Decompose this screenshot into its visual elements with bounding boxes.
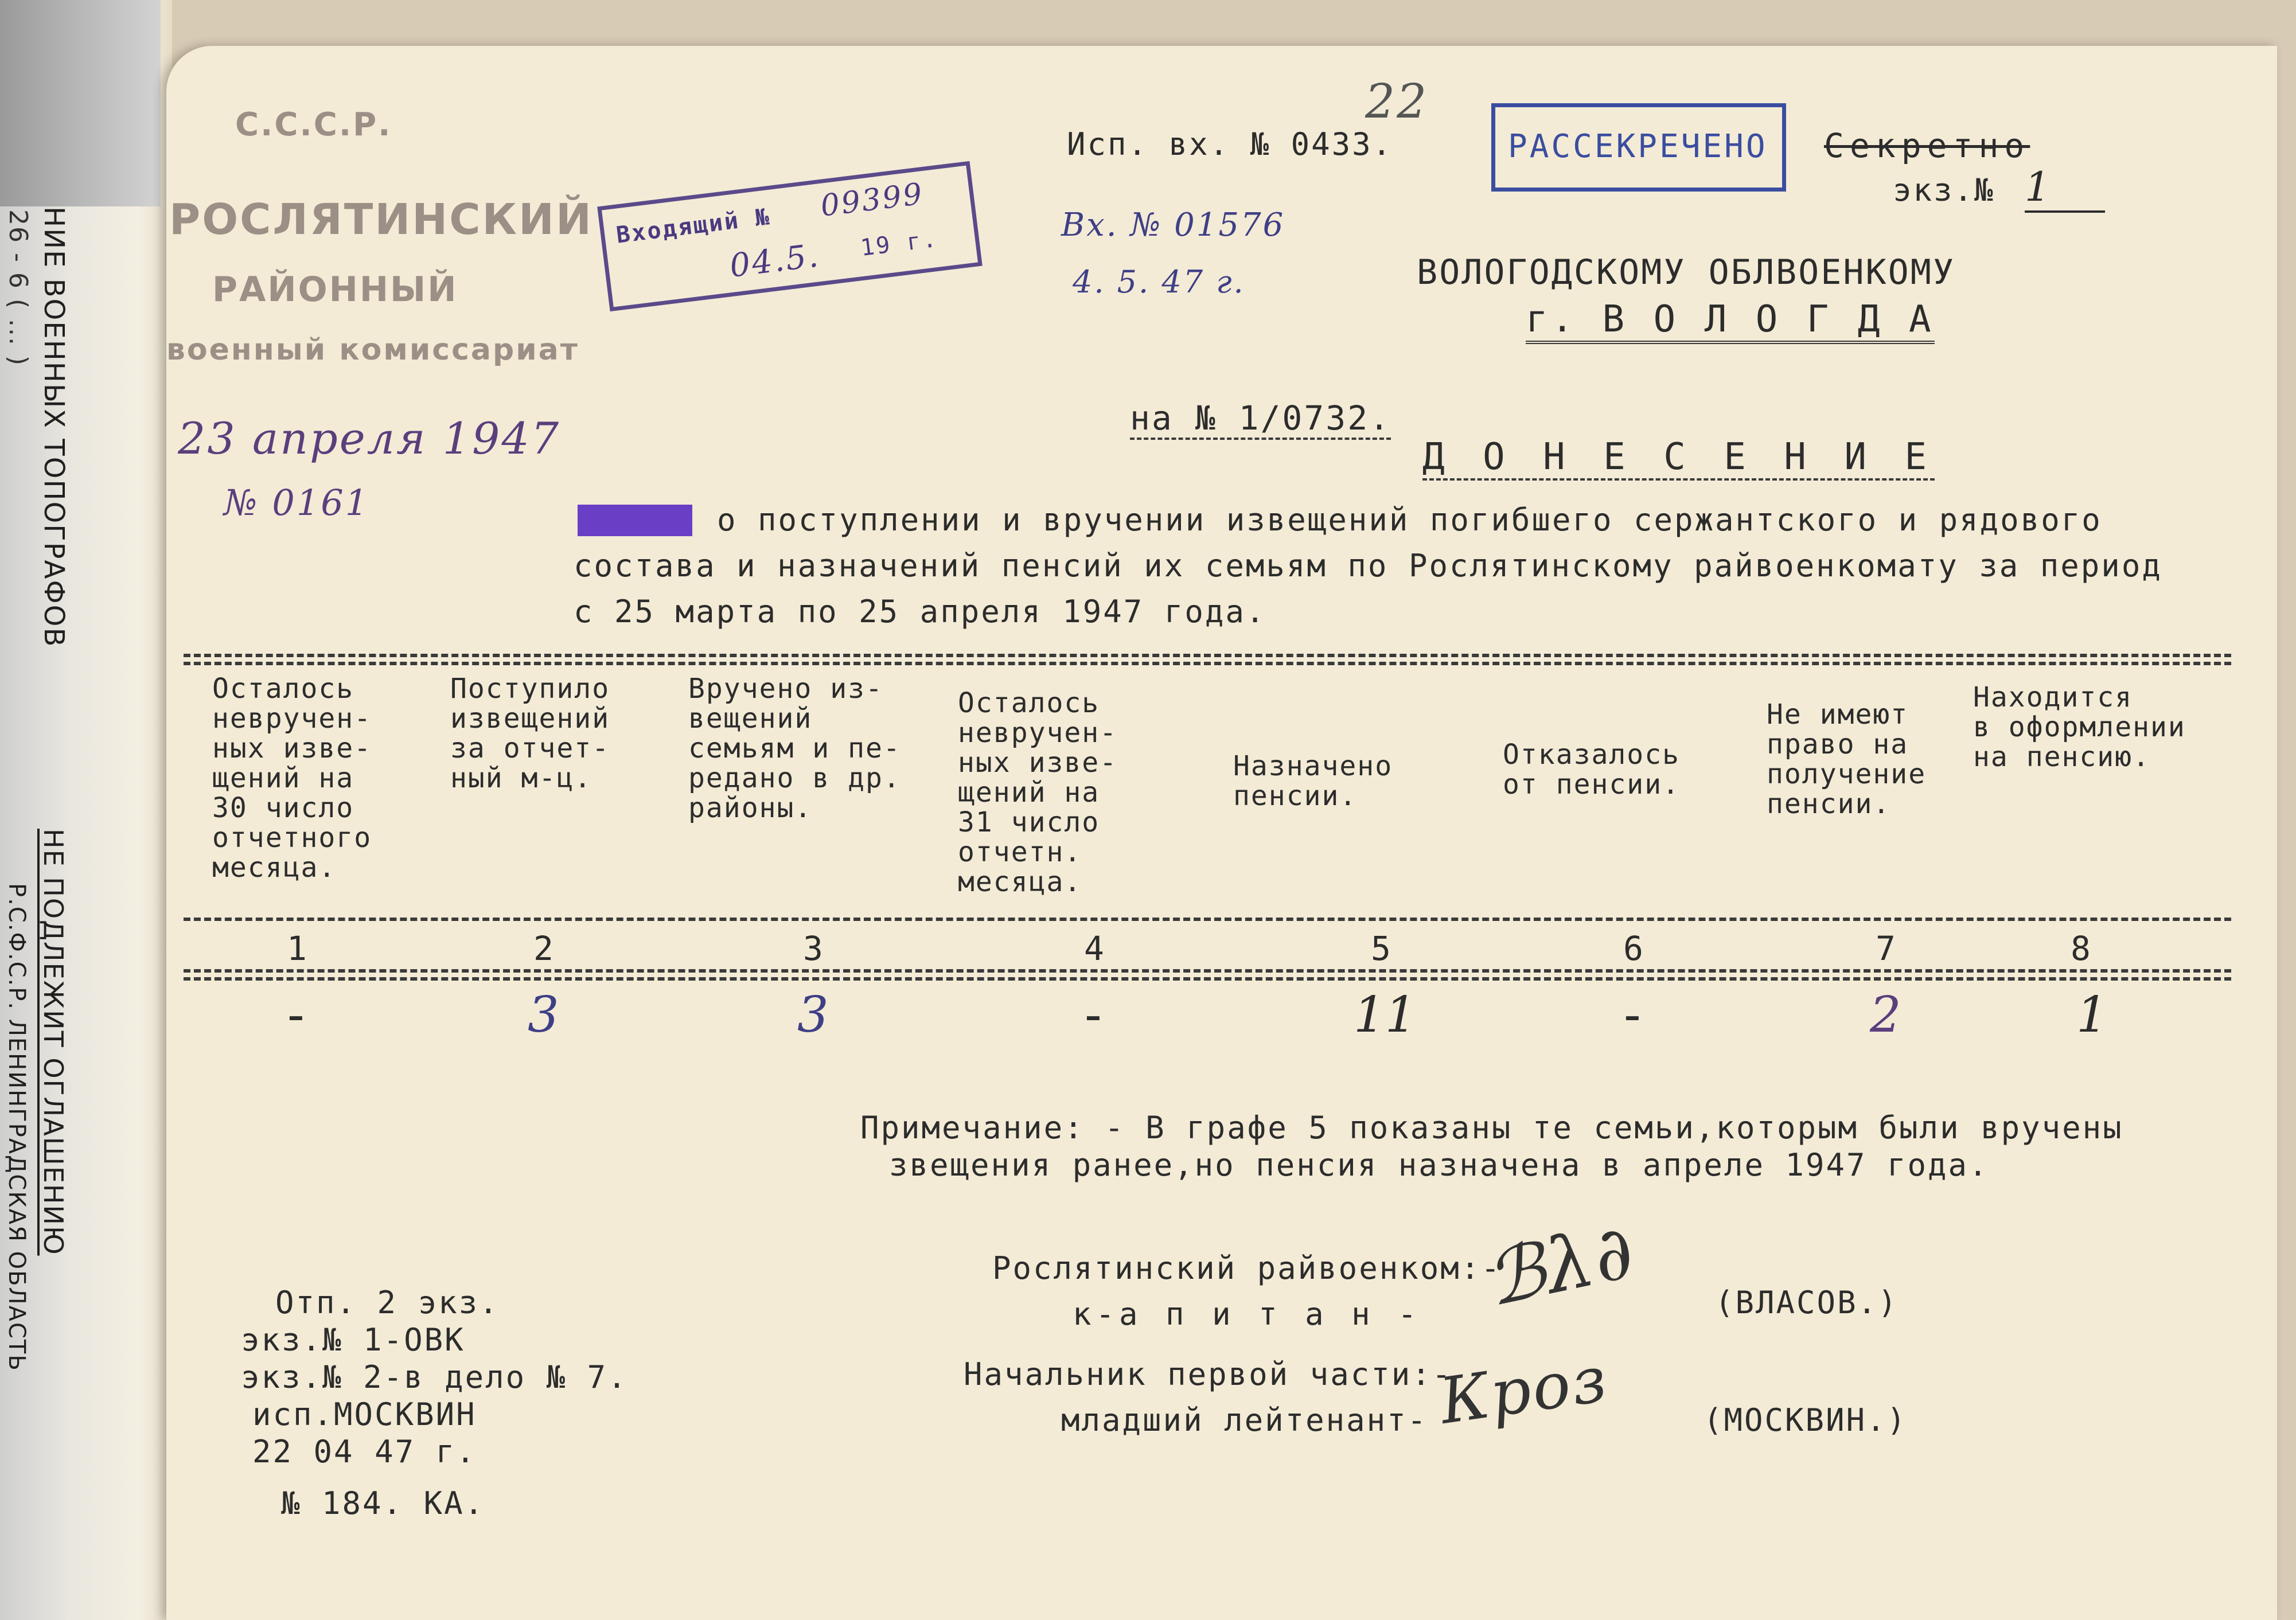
signature-rank-1: к-а п и т а н - bbox=[1073, 1296, 1421, 1332]
addressee-line-2: г. В О Л О Г Д А bbox=[1526, 298, 1935, 344]
value-col-7: 2 bbox=[1870, 986, 1901, 1044]
reference-number: на № 1/0732. bbox=[1130, 399, 1391, 440]
stamp-office-number: № 0161 bbox=[224, 482, 370, 524]
table-header-4: Осталось невручен- ных изве- щений на 31 число отчетн. месяца. bbox=[958, 687, 1118, 898]
col-number-2: 2 bbox=[533, 929, 553, 968]
table-header-3: Вручено из- вещений семьям и пе- редано в др. районы. bbox=[688, 673, 901, 824]
binding-grey-band bbox=[0, 0, 161, 206]
stamp-office-name: РОСЛЯТИНСКИЙ bbox=[169, 195, 593, 244]
addressee-line-1: ВОЛОГОДСКОМУ ОБЛВОЕНКОМУ bbox=[1417, 252, 1955, 292]
value-col-4: - bbox=[1078, 986, 1108, 1044]
stamp-office-country: С.С.С.Р. bbox=[235, 106, 392, 143]
value-col-1: - bbox=[281, 986, 311, 1044]
table-bottom-rule bbox=[184, 969, 2231, 981]
document-page bbox=[166, 46, 2277, 1620]
incoming-stamp bbox=[597, 161, 983, 311]
table-header-7: Не имеют право на получение пенсии. bbox=[1767, 698, 1927, 820]
col-number-4: 4 bbox=[1084, 929, 1104, 968]
table-header-8: Находится в оформлении на пенсию. bbox=[1973, 681, 2186, 773]
copy-label: экз.№ bbox=[1893, 172, 1995, 208]
intro-line-1: о поступлении и вручении извещений погибшего сержантского и рядового bbox=[717, 502, 2102, 538]
value-col-3: 3 bbox=[797, 986, 829, 1044]
intro-line-3: с 25 марта по 25 апреля 1947 года. bbox=[574, 594, 1266, 630]
table-header-1: Осталось невручен- ных изве- щений на 30 число отчетного месяца. bbox=[212, 673, 372, 884]
table-header-6: Отказалось от пенсии. bbox=[1503, 739, 1680, 801]
table-mid-rule bbox=[184, 918, 2231, 921]
note-line-2: звещения ранее,но пенсия назначена в апреле 1947 года. bbox=[889, 1147, 1989, 1183]
incoming-handwritten-number: Вх. № 01576 bbox=[1061, 206, 1285, 244]
copy-number: 1 bbox=[2025, 163, 2105, 213]
declassified-label: РАССЕКРЕЧЕНО bbox=[1508, 128, 1768, 165]
footer-line-1: Отп. 2 экз. bbox=[275, 1285, 500, 1321]
outgoing-number: Исп. вх. № 0433. bbox=[1067, 126, 1393, 162]
col-number-7: 7 bbox=[1876, 929, 1896, 968]
signature-title-2: Начальник первой части:- bbox=[964, 1356, 1453, 1392]
signature-vlasov: ℬλ∂ bbox=[1478, 1207, 1643, 1324]
footer-line-3: экз.№ 2-в дело № 7. bbox=[241, 1359, 628, 1395]
page-number: 22 bbox=[1365, 75, 1429, 129]
footer-line-5: 22 04 47 г. bbox=[252, 1434, 477, 1470]
col-number-8: 8 bbox=[2071, 929, 2091, 968]
signature-moskvin: Кроз bbox=[1435, 1342, 1613, 1438]
value-col-5: 11 bbox=[1354, 986, 1417, 1044]
binding-text-3: НЕ ПОДЛЕЖИТ ОГЛАШЕНИЮ bbox=[38, 829, 69, 1256]
footer-line-6: № 184. КА. bbox=[281, 1485, 485, 1521]
incoming-stamp-year: 19 г. bbox=[859, 225, 940, 261]
document-title: Д О Н Е С Е Н И Е bbox=[1422, 436, 1935, 481]
value-col-6: - bbox=[1617, 986, 1647, 1044]
signature-name-1: (ВЛАСОВ.) bbox=[1715, 1285, 1899, 1321]
signature-rank-2: младший лейтенант- bbox=[1061, 1402, 1428, 1438]
binding-text-2: 26 - 6 ( ... ) bbox=[3, 209, 33, 367]
incoming-stamp-number: 09399 bbox=[818, 177, 926, 224]
binding-text-1: НИЕ ВОЕННЫХ ТОПОГРАФОВ bbox=[38, 206, 70, 648]
redaction-mark bbox=[578, 505, 692, 536]
table-top-rule bbox=[184, 654, 2231, 665]
value-col-2: 3 bbox=[528, 986, 559, 1044]
col-number-3: 3 bbox=[803, 929, 823, 968]
stamp-office-commissariat: военный комиссариат bbox=[166, 333, 579, 367]
stamp-office-date: 23 апреля 1947 bbox=[178, 413, 561, 464]
incoming-stamp-date: 04.5. bbox=[727, 237, 822, 285]
col-number-6: 6 bbox=[1623, 929, 1643, 968]
incoming-handwritten-date: 4. 5. 47 г. bbox=[1073, 264, 1245, 300]
incoming-stamp-label: Входящий № bbox=[614, 204, 773, 249]
value-col-8: 1 bbox=[2076, 986, 2108, 1044]
table-header-2: Поступило извещений за отчет- ный м-ц. bbox=[450, 673, 610, 794]
declassified-stamp bbox=[1491, 103, 1786, 192]
stamp-office-district: РАЙОННЫЙ bbox=[212, 270, 458, 310]
binding-text-4: Р.С.Ф.С.Р. ЛЕНИНГРАДСКАЯ ОБЛАСТЬ bbox=[3, 883, 30, 1372]
footer-line-2: экз.№ 1-ОВК bbox=[241, 1322, 465, 1358]
signature-title-1: Рослятинский райвоенком:- bbox=[992, 1250, 1502, 1286]
col-number-1: 1 bbox=[287, 929, 307, 968]
intro-line-2: состава и назначений пенсий их семьям по Рослятинскому райвоенкомату за период bbox=[574, 548, 2162, 584]
signature-name-2: (МОСКВИН.) bbox=[1704, 1402, 1908, 1438]
footer-line-4: исп.МОСКВИН bbox=[252, 1396, 477, 1432]
secret-label: Секретно bbox=[1824, 126, 2030, 165]
note-line-1: Примечание: - В графе 5 показаны те семьи,которым были вручены bbox=[860, 1110, 2123, 1146]
col-number-5: 5 bbox=[1371, 929, 1391, 968]
table-header-5: Назначено пенсии. bbox=[1233, 750, 1393, 812]
